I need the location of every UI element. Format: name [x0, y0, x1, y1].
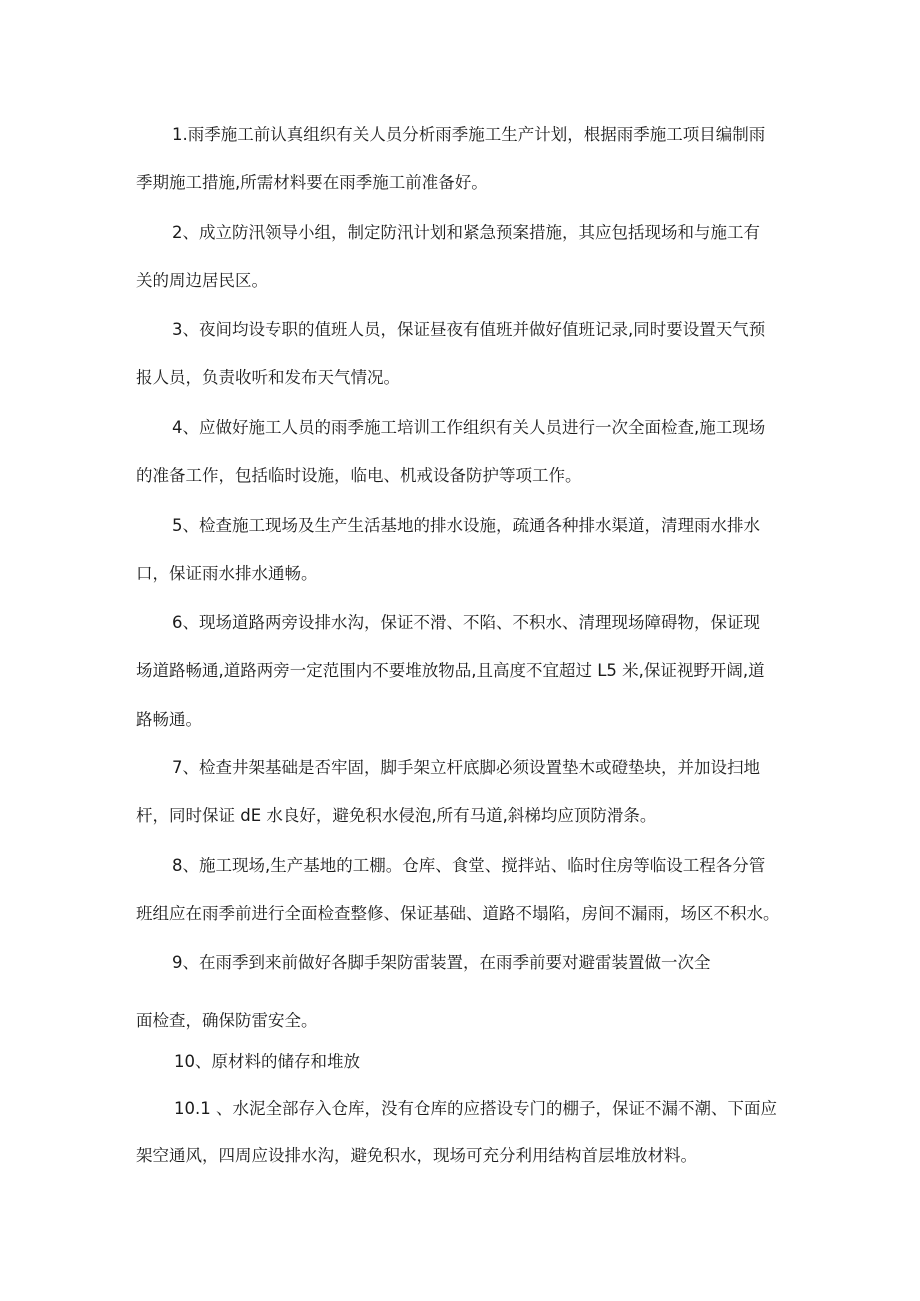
paragraph-3-line-1: 3、夜间均设专职的值班人员，保证昼夜有值班并做好值班记录,同时要设置天气预: [172, 320, 766, 339]
paragraph-6-line-1: 6、现场道路两旁设排水沟，保证不滑、不陷、不积水、清理现场障碍物，保证现: [172, 613, 760, 632]
paragraph-4-line-1: 4、应做好施工人员的雨季施工培训工作组织有关人员进行一次全面检查,施工现场: [172, 418, 766, 437]
paragraph-2-line-1: 2、成立防汛领导小组，制定防汛计划和紧急预案措施，其应包括现场和与施工有: [172, 223, 760, 242]
paragraph-10-1-line-1: 10.1 、水泥全部存入仓库，没有仓库的应搭设专门的棚子，保证不漏不潮、下面应: [174, 1099, 777, 1118]
paragraph-7-line-2: 杆，同时保证 dE 水良好，避免积水侵泡,所有马道,斜梯均应顶防滑条。: [136, 806, 657, 825]
paragraph-5-line-1: 5、检查施工现场及生产生活基地的排水设施，疏通各种排水渠道，清理雨水排水: [172, 516, 760, 535]
paragraph-2-line-2: 关的周边居民区。: [136, 271, 268, 290]
paragraph-9-line-2: 面检查，确保防雷安全。: [136, 1011, 318, 1030]
paragraph-6-line-2: 场道路畅通,道路两旁一定范围内不要堆放物品,且高度不宜超过 L5 米,保证视野开阔,道: [136, 661, 765, 680]
paragraph-7-line-1: 7、检查井架基础是否牢固，脚手架立杆底脚必须设置垫木或磴垫块，并加设扫地: [172, 758, 760, 777]
paragraph-3-line-2: 报人员，负责收听和发布天气情况。: [136, 368, 400, 387]
paragraph-1-line-2: 季期施工措施,所需材料要在雨季施工前准备好。: [136, 173, 488, 192]
paragraph-9-line-1: 9、在雨季到来前做好各脚手架防雷装置，在雨季前要对避雷装置做一次全: [172, 953, 711, 972]
paragraph-6-line-3: 路畅通。: [136, 710, 202, 729]
paragraph-10-1-line-2: 架空通风，四周应设排水沟，避免积水，现场可充分利用结构首层堆放材料。: [136, 1146, 697, 1165]
paragraph-5-line-2: 口，保证雨水排水通畅。: [136, 564, 318, 583]
paragraph-4-line-2: 的准备工作，包括临时设施，临电、机戒设备防护等项工作。: [136, 466, 582, 485]
paragraph-8-line-1: 8、施工现场,生产基地的工棚。仓库、食堂、搅拌站、临时住房等临设工程各分管: [172, 856, 766, 875]
section-10-heading: 10、原材料的储存和堆放: [174, 1052, 360, 1071]
paragraph-1-line-1: 1.雨季施工前认真组织有关人员分析雨季施工生产计划，根据雨季施工项目编制雨: [172, 125, 766, 144]
paragraph-8-line-2: 班组应在雨季前进行全面检查整修、保证基础、道路不塌陷，房间不漏雨，场区不积水。: [136, 904, 780, 923]
